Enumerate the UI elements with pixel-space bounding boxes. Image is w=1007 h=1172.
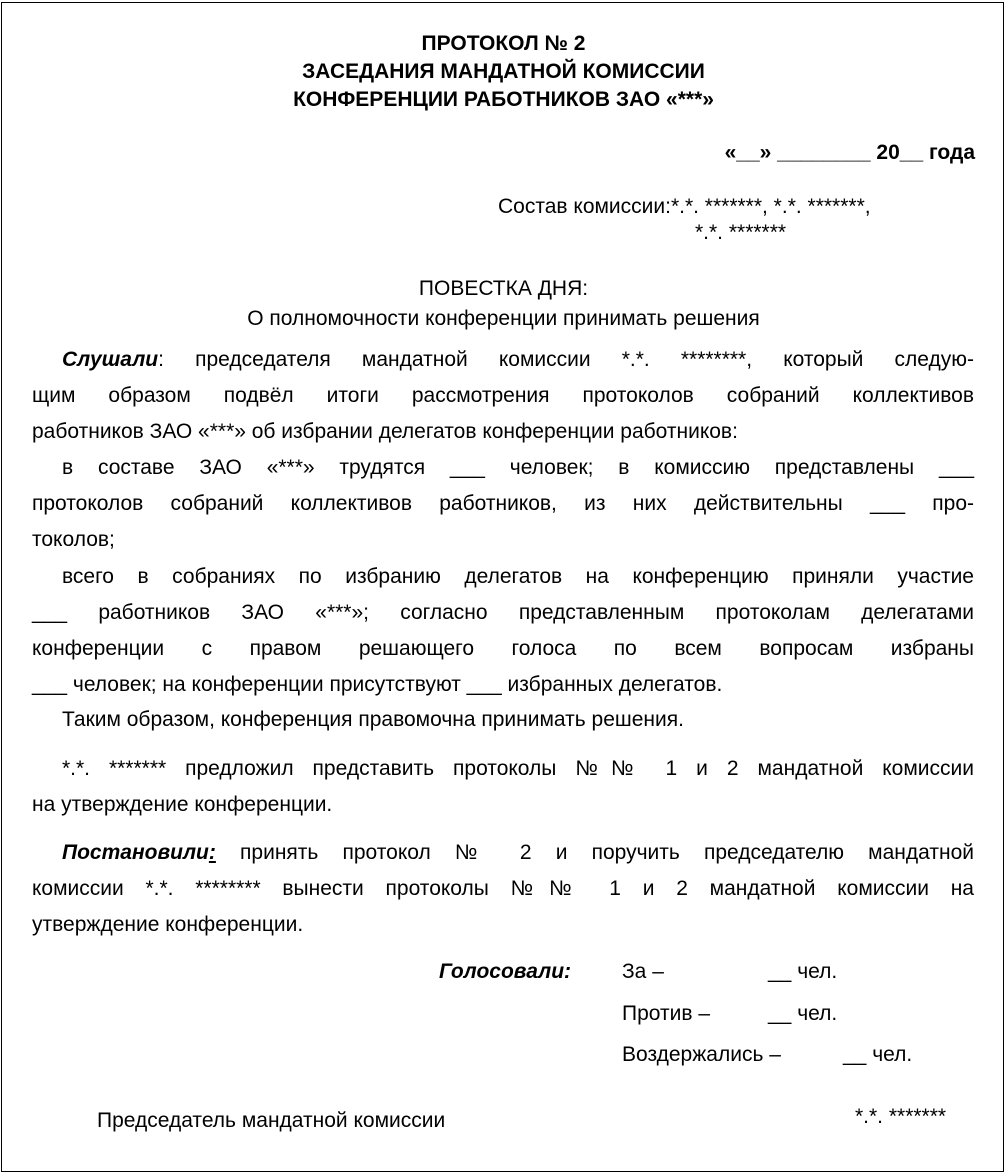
proposal-paragraph (32, 751, 974, 823)
agenda-item: О полномочности конференции принимать решения (247, 307, 760, 330)
protocol-title: ПРОТОКОЛ № 2 (421, 32, 586, 55)
protocol-subtitle: ЗАСЕДАНИЯ МАНДАТНОЙ КОМИССИИ (302, 60, 705, 83)
signature-role: Председатель мандатной комиссии (97, 1109, 446, 1132)
paragraph-line: на утверждение конференции. (32, 793, 333, 816)
resolved-label: Постановили (62, 841, 209, 864)
vote-for-value: __ чел. (768, 960, 838, 983)
quorum-paragraph (32, 702, 974, 738)
vote-against-value: __ чел. (768, 1002, 838, 1025)
listened-label: Слушали (62, 348, 159, 371)
paragraph-line: *.*. ******* предложил представить протоколы №№ 1 и 2 мандатной комиссии (62, 757, 974, 780)
listened-text: : председателя мандатной комиссии *.*. ********, который следую- (158, 348, 974, 371)
listened-line: щим образом подвёл итоги рассмотрения протоколов собраний коллективов (32, 384, 974, 407)
protocol-date: «__» ________ 20__ года (724, 141, 975, 164)
members-paragraph (32, 450, 974, 558)
commission-members-cont: *.*. ******* (695, 221, 787, 244)
paragraph-line: токолов; (32, 528, 115, 551)
commission-members: Состав комиссии:*.*. *******, *.*. *******, (498, 195, 871, 218)
paragraph-line: Таким образом, конференция правомочна принимать решения. (62, 708, 684, 731)
paragraph-line: в составе ЗАО «***» трудятся ___ человек; в комиссию представлены ___ (62, 456, 974, 479)
listened-line (32, 342, 974, 378)
resolved-text: принять протокол № 2 и поручить председателю мандатной (215, 841, 974, 864)
resolved-line: комиссии *.*. ******** вынести протоколы №№ 1 и 2 мандатной комиссии на (32, 877, 974, 900)
paragraph-line: протоколов собраний коллективов работников, из них действительны ___ про- (32, 492, 974, 515)
agenda-title: ПОВЕСТКА ДНЯ: (418, 277, 589, 300)
vote-abstain-value: __ чел. (843, 1043, 913, 1066)
paragraph-line: всего в собраниях по избранию делегатов на конференцию приняли участие (62, 565, 974, 588)
listened-paragraph (32, 342, 974, 450)
paragraph-line: конференции с правом решающего голоса по всем вопросам избраны (32, 637, 974, 660)
listened-line: работников ЗАО «***» об избрании делегатов конференции работников: (32, 420, 738, 443)
resolved-line: утверждение конференции. (32, 913, 304, 936)
resolved-colon: : (208, 841, 216, 864)
paragraph-line: ___ работников ЗАО «***»; согласно представленным протоколам делегатами (32, 601, 974, 624)
paragraph-line: ___ человек; на конференции присутствуют ___ избранных делегатов. (32, 673, 723, 696)
resolved-line (32, 835, 974, 871)
participation-paragraph (32, 559, 974, 703)
vote-for-label: За – (622, 960, 664, 983)
resolved-paragraph (32, 835, 974, 943)
vote-label: Голосовали: (439, 960, 572, 983)
protocol-organization: КОНФЕРЕНЦИИ РАБОТНИКОВ ЗАО «***» (293, 88, 714, 111)
vote-abstain-label: Воздержались – (622, 1043, 781, 1066)
vote-against-label: Против – (622, 1002, 711, 1025)
signature-name: *.*. ******* (855, 1105, 947, 1128)
